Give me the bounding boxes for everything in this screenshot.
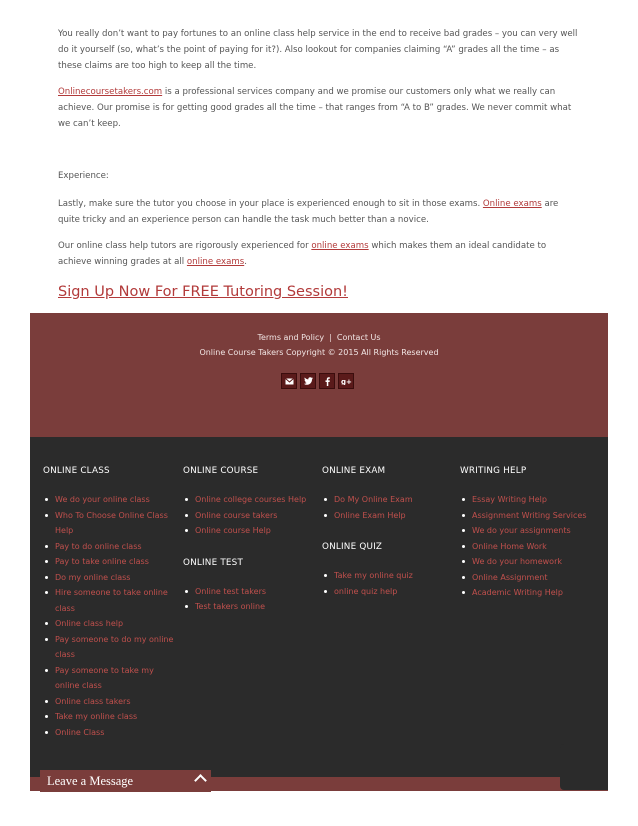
footer-link[interactable]: Take my online quiz	[322, 568, 457, 584]
article-body	[58, 26, 582, 302]
paragraph-experience-text-a: Lastly, make sure the tutor you choose in your place is experienced enough to sit in those exams.	[58, 199, 483, 209]
footer-col-title: ONLINE QUIZ	[322, 542, 383, 552]
footer-link[interactable]: We do your online class	[43, 492, 178, 508]
footer-link[interactable]: Online Exam Help	[322, 508, 457, 524]
footer-link[interactable]: Academic Writing Help	[460, 585, 605, 601]
footer-link[interactable]: online quiz help	[322, 584, 457, 600]
site-link[interactable]: Onlinecoursetakers.com	[58, 87, 163, 97]
online-exams-link-2[interactable]: online exams	[311, 241, 369, 251]
online-exams-link[interactable]: Online exams	[482, 199, 542, 209]
paragraph-tutors-text-b: which makes them an ideal candidate to achieve winning grades at all	[58, 241, 547, 267]
footer-link-list	[183, 584, 318, 615]
footer-col-title: ONLINE CLASS	[43, 466, 110, 476]
footer-col-online-class	[43, 465, 178, 740]
footer-link[interactable]: Online course Help	[183, 523, 318, 539]
footer-link[interactable]: Take my online class	[43, 709, 178, 725]
footer-col-title: ONLINE TEST	[183, 557, 244, 568]
footer-link[interactable]: Online college courses Help	[183, 492, 318, 508]
paragraph-experience-text-b: are quite tricky and an experience person can handle the task much better than a novice.	[58, 199, 559, 225]
paragraph-promise	[58, 84, 582, 132]
footer-link-list	[183, 492, 318, 539]
terms-link[interactable]: Terms and Policy	[257, 333, 325, 342]
social-icons	[281, 373, 354, 389]
footer-link[interactable]: Pay to do online class	[43, 539, 178, 555]
paragraph-grades: You really don’t want to pay fortunes to an online class help service in the end to receive bad grades – you can very well do it yourself (so, what’s the point of paying for it?). Also lookout for companies claiming “A” grades all the time – as these claims are too high to keep all the time.	[58, 29, 578, 71]
paragraph-tutors	[58, 238, 582, 270]
online-exams-link-3[interactable]: online exams	[186, 257, 245, 267]
paragraph-tutors-text-a: Our online class help tutors are rigorously experienced for	[58, 241, 312, 251]
mail-icon[interactable]	[281, 373, 297, 389]
footer-link[interactable]: Who To Choose Online Class Help	[43, 508, 178, 539]
footer-link[interactable]: Pay someone to do my online class	[43, 632, 178, 663]
footer-link[interactable]: Do My Online Exam	[322, 492, 457, 508]
footer-link[interactable]: Online course takers	[183, 508, 318, 524]
footer-col-writing-help	[460, 465, 605, 601]
footer-link[interactable]: Online Home Work	[460, 539, 605, 555]
footer-col-title: WRITING HELP	[460, 466, 527, 476]
contact-link[interactable]: Contact Us	[336, 333, 381, 342]
leave-message-bar[interactable]	[40, 770, 211, 792]
paragraph-experience	[58, 196, 582, 228]
footer-link[interactable]: Test takers online	[183, 599, 318, 615]
chevron-up-icon[interactable]	[194, 774, 207, 787]
footer-link-list	[322, 492, 457, 523]
footer-link[interactable]: Hire someone to take online class	[43, 585, 178, 616]
footer-link[interactable]: Online Class	[43, 725, 178, 741]
paragraph-promise-text: is a professional services company and we promise our customers only what we really can achieve. Our promise is for getting good grades all the time – that ranges from “A to B” grades. We never commit what we can’t keep.	[58, 87, 572, 129]
footer-link-list	[460, 492, 605, 601]
footer-col-online-course	[183, 465, 318, 615]
footer-link[interactable]: Online Assignment	[460, 570, 605, 586]
chat-widget[interactable]	[560, 744, 608, 790]
twitter-icon[interactable]	[300, 373, 316, 389]
footer-separator: |	[329, 333, 332, 342]
footer-link[interactable]: Online class takers	[43, 694, 178, 710]
footer-links	[30, 332, 608, 344]
footer-col-title: ONLINE COURSE	[183, 466, 259, 476]
footer-link[interactable]: Essay Writing Help	[460, 492, 605, 508]
footer-link[interactable]: Assignment Writing Services	[460, 508, 605, 524]
paragraph-tutors-text-c: .	[244, 257, 247, 267]
footer-link-list	[43, 492, 178, 740]
footer-link[interactable]: Online class help	[43, 616, 178, 632]
footer-link-list	[322, 568, 457, 599]
google-plus-icon[interactable]	[338, 373, 354, 389]
footer-link[interactable]: Pay someone to take my online class	[43, 663, 178, 694]
signup-link[interactable]: Sign Up Now For FREE Tutoring Session!	[58, 284, 348, 300]
footer-link[interactable]: Do my online class	[43, 570, 178, 586]
footer-top	[30, 313, 608, 437]
footer-col-online-exam	[322, 465, 457, 599]
footer-link[interactable]: We do your assignments	[460, 523, 605, 539]
footer-link[interactable]: Pay to take online class	[43, 554, 178, 570]
section-heading-experience: Experience:	[58, 171, 109, 181]
footer-link[interactable]: Online test takers	[183, 584, 318, 600]
facebook-icon[interactable]	[319, 373, 335, 389]
footer-link[interactable]: We do your homework	[460, 554, 605, 570]
footer-main	[30, 437, 608, 777]
footer-col-title: ONLINE EXAM	[322, 466, 386, 476]
svg-text:g+: g+	[340, 378, 352, 385]
leave-message-label: Leave a Message	[47, 774, 134, 788]
copyright-text: Online Course Takers Copyright © 2015 All Rights Reserved	[199, 348, 439, 357]
